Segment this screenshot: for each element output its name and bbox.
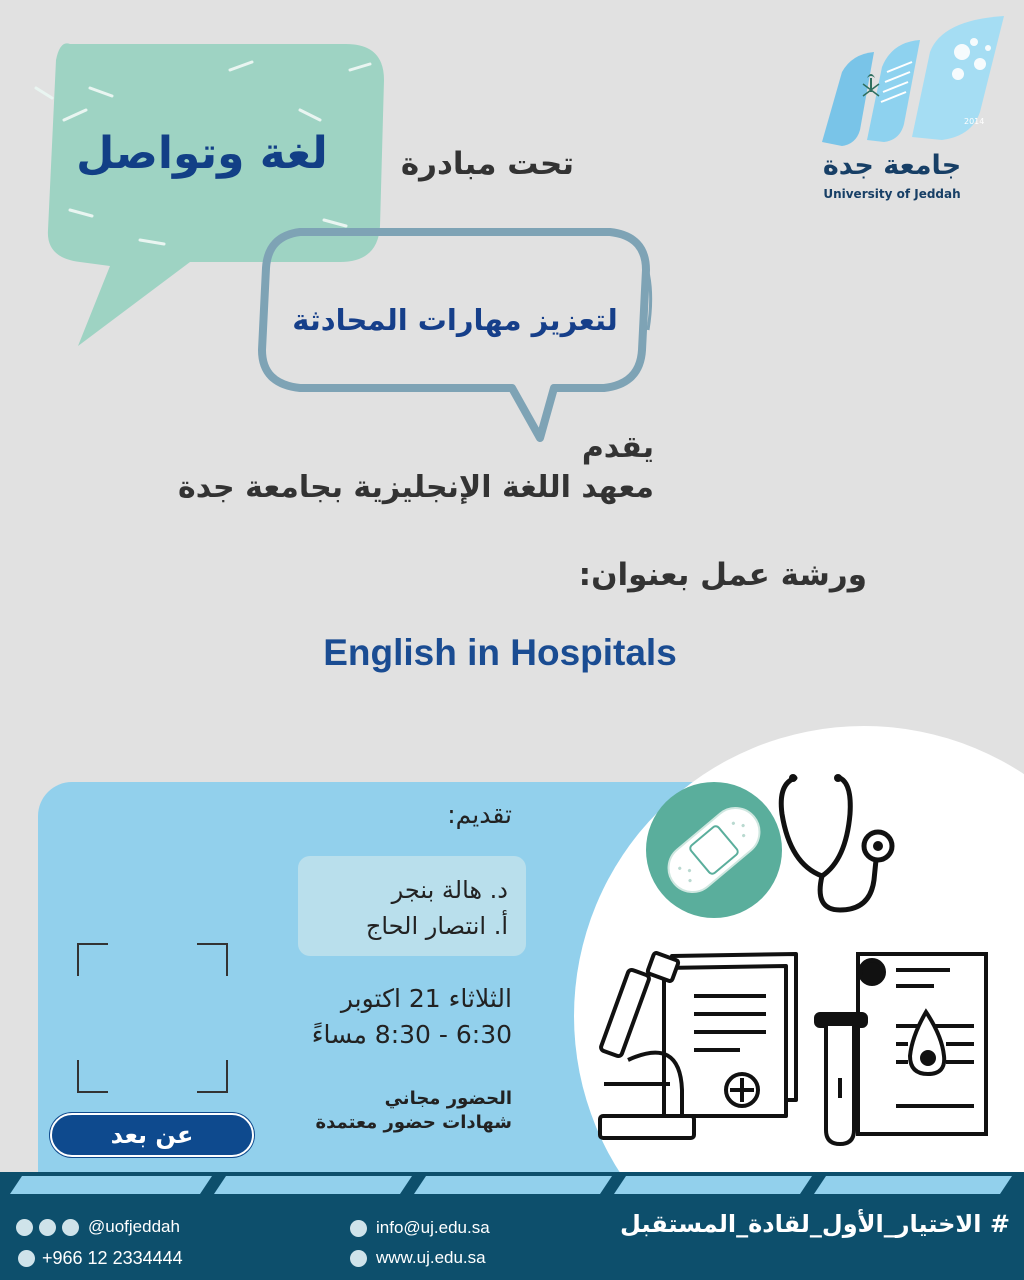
- presented-by-label: تقديم:: [447, 800, 512, 829]
- phone-number[interactable]: +966 12 2334444: [42, 1248, 183, 1268]
- presenter-name: د. هالة بنجر: [391, 876, 508, 904]
- speech-bubbles: [0, 0, 700, 460]
- initiative-name: لغة وتواصل: [76, 128, 328, 179]
- website-link[interactable]: www.uj.edu.sa: [376, 1248, 486, 1267]
- initiative-label: تحت مبادرة: [400, 146, 574, 182]
- university-name-arabic: جامعة جدة: [822, 150, 962, 181]
- university-logo: [812, 12, 1012, 212]
- presenters-box: [298, 856, 526, 956]
- institute-name: معهد اللغة الإنجليزية بجامعة جدة: [178, 470, 654, 505]
- email-address[interactable]: info@uj.edu.sa: [376, 1218, 490, 1237]
- event-date: الثلاثاء 21 اكتوبر: [340, 984, 512, 1013]
- social-handle[interactable]: @uofjeddah: [88, 1217, 180, 1236]
- snapchat-icon[interactable]: [62, 1219, 79, 1236]
- stethoscope-icon: [781, 778, 892, 910]
- email-icon: [350, 1220, 367, 1237]
- teal-speech-bubble: [48, 43, 384, 346]
- qr-frame-icon: [70, 938, 235, 1098]
- university-name-english: University of Jeddah: [823, 187, 961, 201]
- twitter-icon[interactable]: [39, 1219, 56, 1236]
- presenter-name: أ. انتصار الحاج: [365, 912, 508, 940]
- workshop-title: English in Hospitals: [323, 632, 677, 673]
- phone-icon: [18, 1250, 35, 1267]
- medical-report-icon: [858, 954, 986, 1134]
- presents-label: يقدم: [581, 430, 654, 465]
- medical-illustration: [590, 760, 1010, 1160]
- globe-icon: [350, 1250, 367, 1267]
- footer-decoration: [0, 1172, 1024, 1194]
- event-time: 6:30 - 8:30 مساءً: [311, 1020, 512, 1049]
- hashtag: # الاختيار_الأول_لقادة_المستقبل: [620, 1210, 1010, 1238]
- workshop-label: ورشة عمل بعنوان:: [578, 557, 867, 593]
- attendance-note: الحضور مجاني: [384, 1088, 512, 1109]
- remote-mode-button[interactable]: عن بعد: [50, 1113, 254, 1157]
- certificates-note: شهادات حضور معتمدة: [315, 1112, 512, 1133]
- bubble-text: لتعزيز مهارات المحادثة: [292, 303, 618, 337]
- instagram-icon[interactable]: [16, 1219, 33, 1236]
- svg-text:2014: 2014: [964, 117, 985, 126]
- microscope-icon: [600, 952, 796, 1138]
